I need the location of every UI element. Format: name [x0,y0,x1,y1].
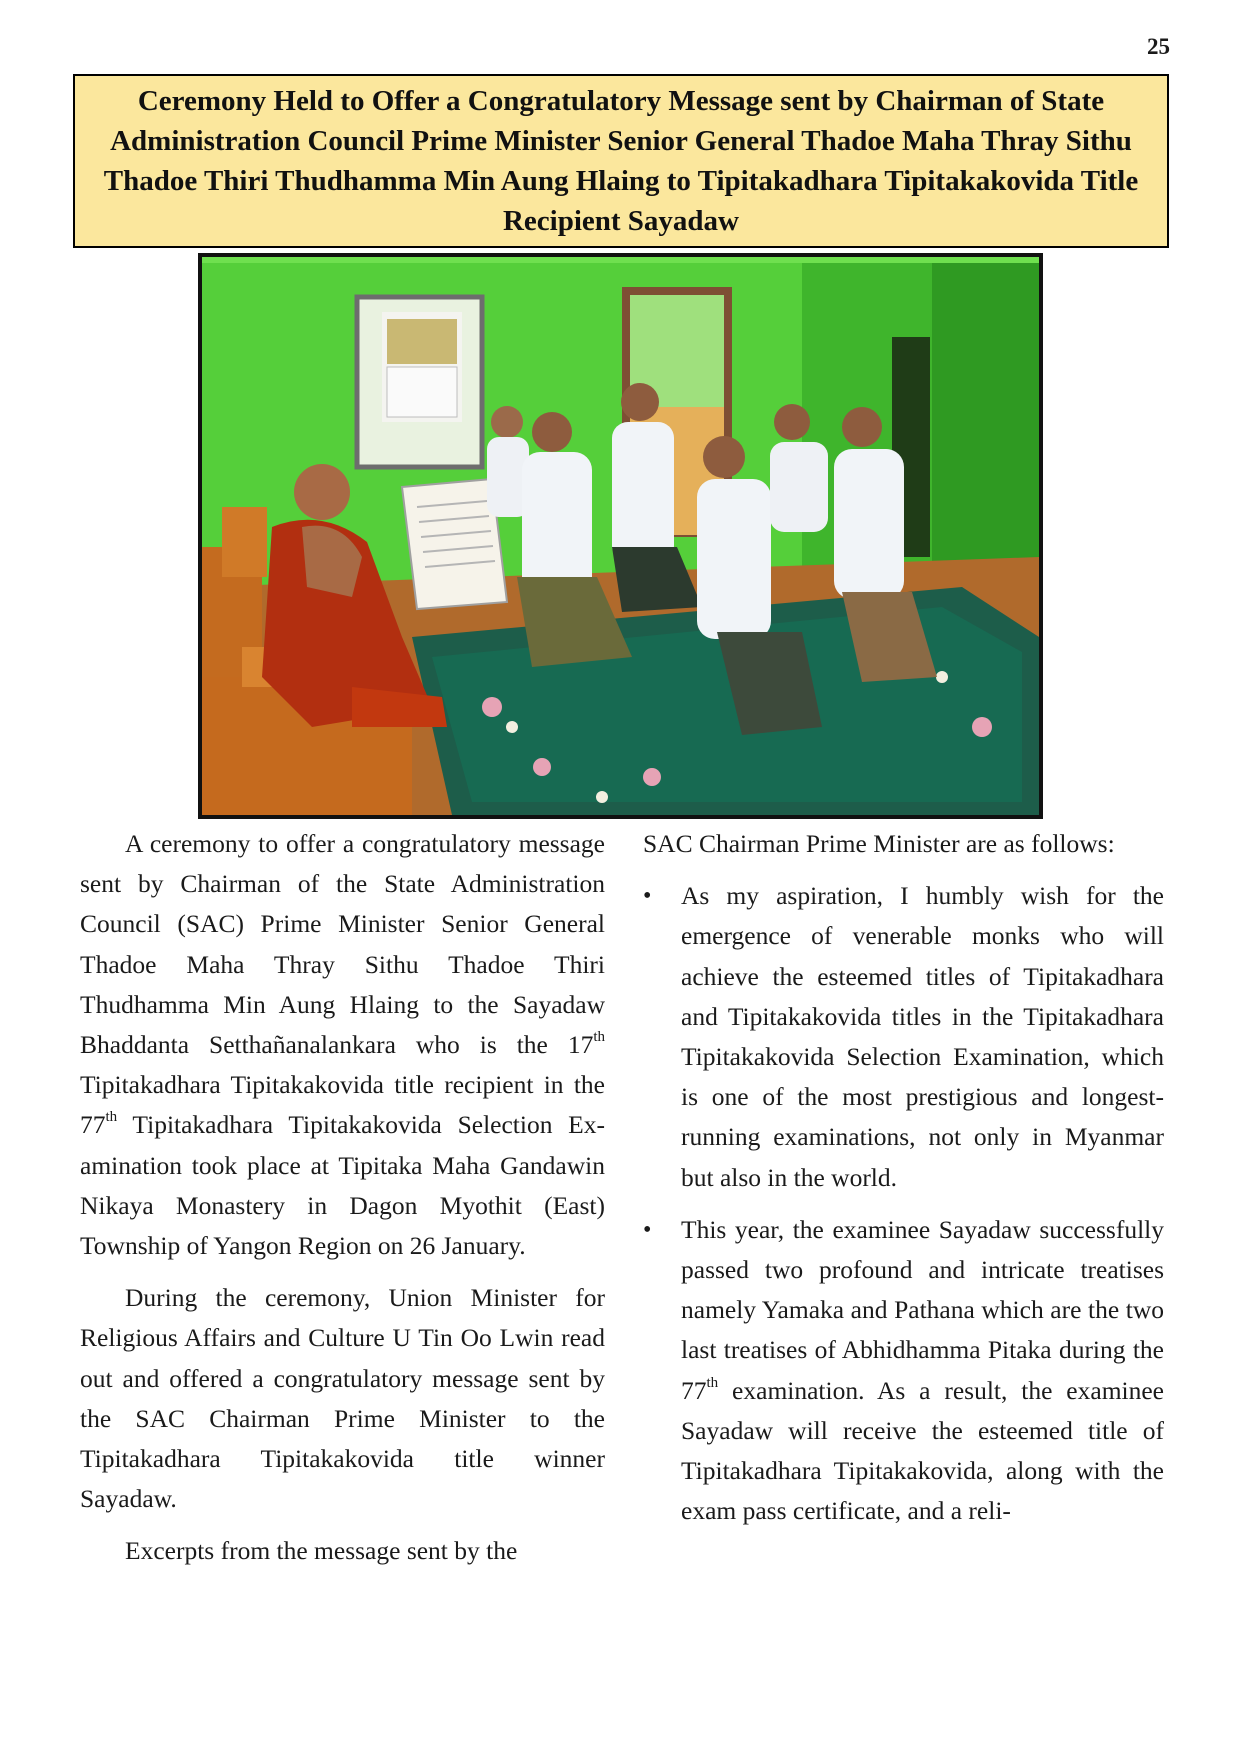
title-box [73,74,1169,248]
paragraph-excerpts-continued: SAC Chairman Prime Minister are as follows: [643,829,1115,858]
page-number: 25 [1147,34,1170,59]
ordinal-suffix-77th: th [706,1374,719,1391]
message-excerpt-item [643,1210,1164,1532]
ordinal-suffix-17th: th [593,1029,605,1046]
message-excerpt-list [643,876,1164,1531]
ceremony-photo-illustration [202,257,1039,815]
article-title: Ceremony Held to Offer a Congratulatory Message sent by Chairman of State Administration Council Prime Minister Senior General Thadoe Maha Thray Sithu Thadoe Thiri Thudhamma Min Aung Hlaing to Tipitakadhara Tipitakakovida Title Recipient Sayadaw [103,85,1139,237]
message-excerpt-item: • As my aspiration, I humbly wish for the emergence of venerable monks who will achieve the esteemed titles of Tipitakadhara and Tipitakakovida titles in the Tipitakadhara Tipitakakovida Selection Examination, which is one of the most prestigious and longest-running examinations, not only in Myanmar but also in the world. [643,876,1164,1198]
paragraph-intro-text-1: A ceremony to offer a congratulatory message sent by Chairman of the State Administration Council (SAC) Prime Minister Senior General Thadoe Maha Thray Sithu Thadoe Thiri Thudhamma Min Aung Hlaing to the Sayadaw Bhaddanta Setthañanalankara who is the 17 [80,829,605,1060]
excerpt-text-2: examination. As a result, the examinee Sayadaw will receive the esteemed title of Tipitakadhara Tipitakakovida, along with the exam pass certificate, and a reli- [681,1375,1164,1526]
excerpt-text-1: This year, the examinee Sayadaw successfully passed two profound and intricate treatises namely Yamaka and Pathana which are the two last treatises of Abhidhamma Pitaka during the 77 [681,1214,1164,1405]
paragraph-intro [80,824,605,1266]
paragraph-excerpts: Excerpts from the message sent by the [125,1536,518,1566]
paragraph-intro-text-3: Tipitakadhara Tipitakakovida Selection Examination took place at Tipitaka Maha Gandawin Nikaya Monastery in Dagon Myothit (East) Township of Yangon Region on 26 January. [80,1110,605,1261]
paragraph-ceremony: During the ceremony, Union Minister for Religious Affairs and Culture U Tin Oo Lwin read out and offered a congratulatory message sent by the SAC Chairman Prime Minister to the Tipitakadhara Tipitakakovida title winner Sayadaw. [80,1283,605,1514]
right-column [643,824,1164,1543]
paragraph-intro-text-2: Tipitakadhara Tipitakakovida title recipient in the 77 [80,1070,605,1140]
ceremony-photo [198,253,1043,819]
ordinal-suffix-77th: th [105,1109,118,1126]
left-column [80,824,605,1584]
